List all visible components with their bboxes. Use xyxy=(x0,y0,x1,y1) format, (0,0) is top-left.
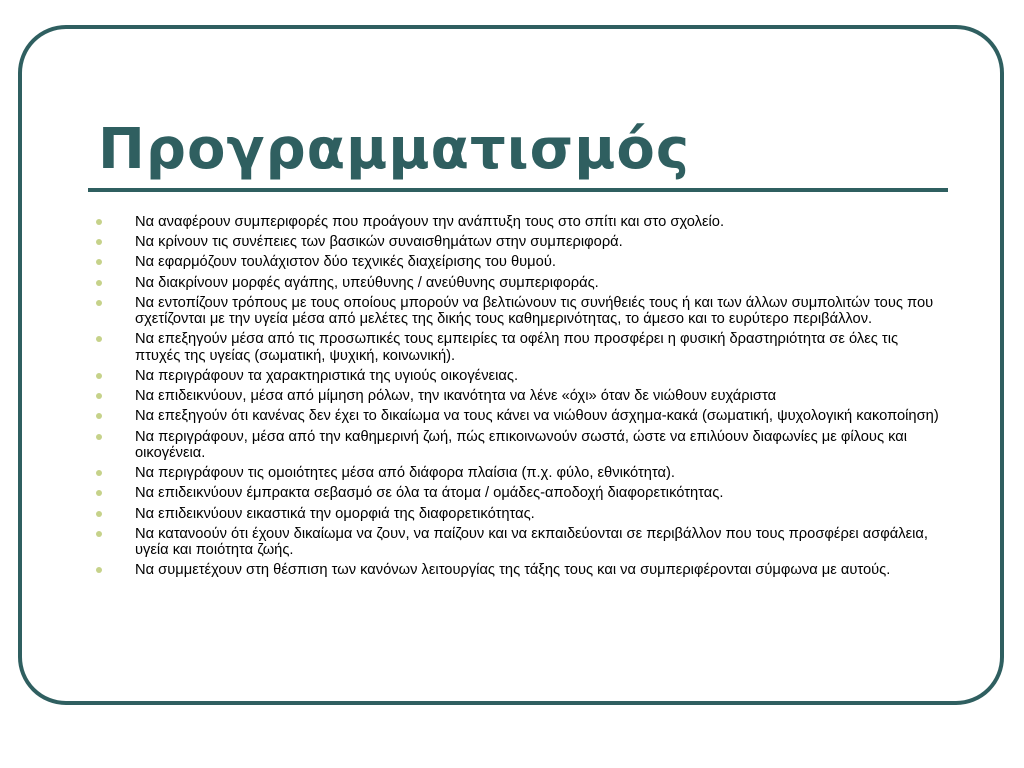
bullet-icon xyxy=(96,219,102,225)
list-item xyxy=(96,368,941,384)
list-item-text: Να αναφέρουν συμπεριφορές που προάγουν την ανάπτυξη τους στο σπίτι και στο σχολείο. xyxy=(135,214,725,230)
list-item-text: Να επιδεικνύουν, μέσα από μίμηση ρόλων, την ικανότητα να λένε «όχι» όταν δε νιώθουν ευχάριστα xyxy=(135,388,777,405)
list-item xyxy=(96,506,941,522)
bullet-icon xyxy=(96,531,102,537)
bullet-icon xyxy=(96,511,102,517)
bullet-icon xyxy=(96,470,102,476)
title-underline xyxy=(88,188,948,192)
list-item xyxy=(96,526,941,559)
list-item xyxy=(96,234,941,250)
bullet-icon xyxy=(96,413,102,419)
list-item xyxy=(96,214,941,230)
list-item xyxy=(96,408,941,424)
bullet-icon xyxy=(96,434,102,440)
bullet-icon xyxy=(96,280,102,286)
list-item-text: Να περιγράφουν, μέσα από την καθημερινή ζωή, πώς επικοινωνούν σωστά, ώστε να επιλύουν διαφωνίες με φίλους και οικογένεια. xyxy=(135,428,908,462)
list-item-text: Να περιγράφουν τις ομοιότητες μέσα από διάφορα πλαίσια (π.χ. φύλο, εθνικότητα). xyxy=(135,465,675,482)
list-item-text: Να περιγράφουν τα χαρακτηριστικά της υγιούς οικογένειας. xyxy=(135,368,519,385)
list-item-text: Να κρίνουν τις συνέπειες των βασικών συναισθημάτων στην συμπεριφορά. xyxy=(135,234,623,251)
bullet-icon xyxy=(96,336,102,342)
list-item xyxy=(96,485,941,501)
bullet-icon xyxy=(96,393,102,399)
list-item-text: Να επεξηγούν μέσα από τις προσωπικές τους εμπειρίες τα οφέλη που προσφέρει η φυσική δραστηριότητα σε όλες τις πτυχές της υγείας (σωματική, ψυχική, κοινωνική). xyxy=(135,331,899,364)
list-item xyxy=(96,331,941,364)
list-item-text: Να συμμετέχουν στη θέσπιση των κανόνων λειτουργίας της τάξης τους και να συμπεριφέρονται σύμφωνα με αυτούς. xyxy=(135,562,891,579)
bullet-icon xyxy=(96,300,102,306)
list-item xyxy=(96,465,941,481)
list-item xyxy=(96,275,941,291)
bullet-icon xyxy=(96,567,102,573)
list-item-text: Να επιδεικνύουν εικαστικά την ομορφιά της διαφορετικότητας. xyxy=(135,505,535,522)
list-item xyxy=(96,562,941,578)
bullet-list xyxy=(96,214,941,583)
list-item xyxy=(96,429,941,462)
list-item-text: Να επεξηγούν ότι κανένας δεν έχει το δικαίωμα να τους κάνει να νιώθουν άσχημα-κακά (σωματική, ψυχολογική κακοποίηση) xyxy=(135,408,939,425)
list-item-text: Να επιδεικνύουν έμπρακτα σεβασμό σε όλα τα άτομα / ομάδες-αποδοχή διαφορετικότητας. xyxy=(135,485,724,502)
list-item xyxy=(96,388,941,404)
list-item-text: Να διακρίνουν μορφές αγάπης, υπεύθυνης / ανεύθυνης συμπεριφοράς. xyxy=(135,274,599,291)
list-item xyxy=(96,295,941,328)
bullet-icon xyxy=(96,239,102,245)
list-item-text: Να εντοπίζουν τρόπους με τους οποίους μπορούν να βελτιώνουν τις συνήθειές τους ή και των άλλων συμπολιτών τους που σχετίζονται με την υγεία μέσα από μελέτες της δικής τους καθημερινότητας, το άμεσο και το ευρύτερο περιβάλλον. xyxy=(135,294,934,328)
list-item xyxy=(96,254,941,270)
bullet-icon xyxy=(96,490,102,496)
bullet-icon xyxy=(96,373,102,379)
bullet-icon xyxy=(96,259,102,265)
slide-title: Προγραμματισμός xyxy=(98,117,691,182)
list-item-text: Να κατανοούν ότι έχουν δικαίωμα να ζουν, να παίζουν και να εκπαιδεύονται σε περιβάλλον που τους προσφέρει ασφάλεια, υγεία και ποιότητα ζωής. xyxy=(135,525,929,559)
list-item-text: Να εφαρμόζουν τουλάχιστον δύο τεχνικές διαχείρισης του θυμού. xyxy=(135,254,556,271)
